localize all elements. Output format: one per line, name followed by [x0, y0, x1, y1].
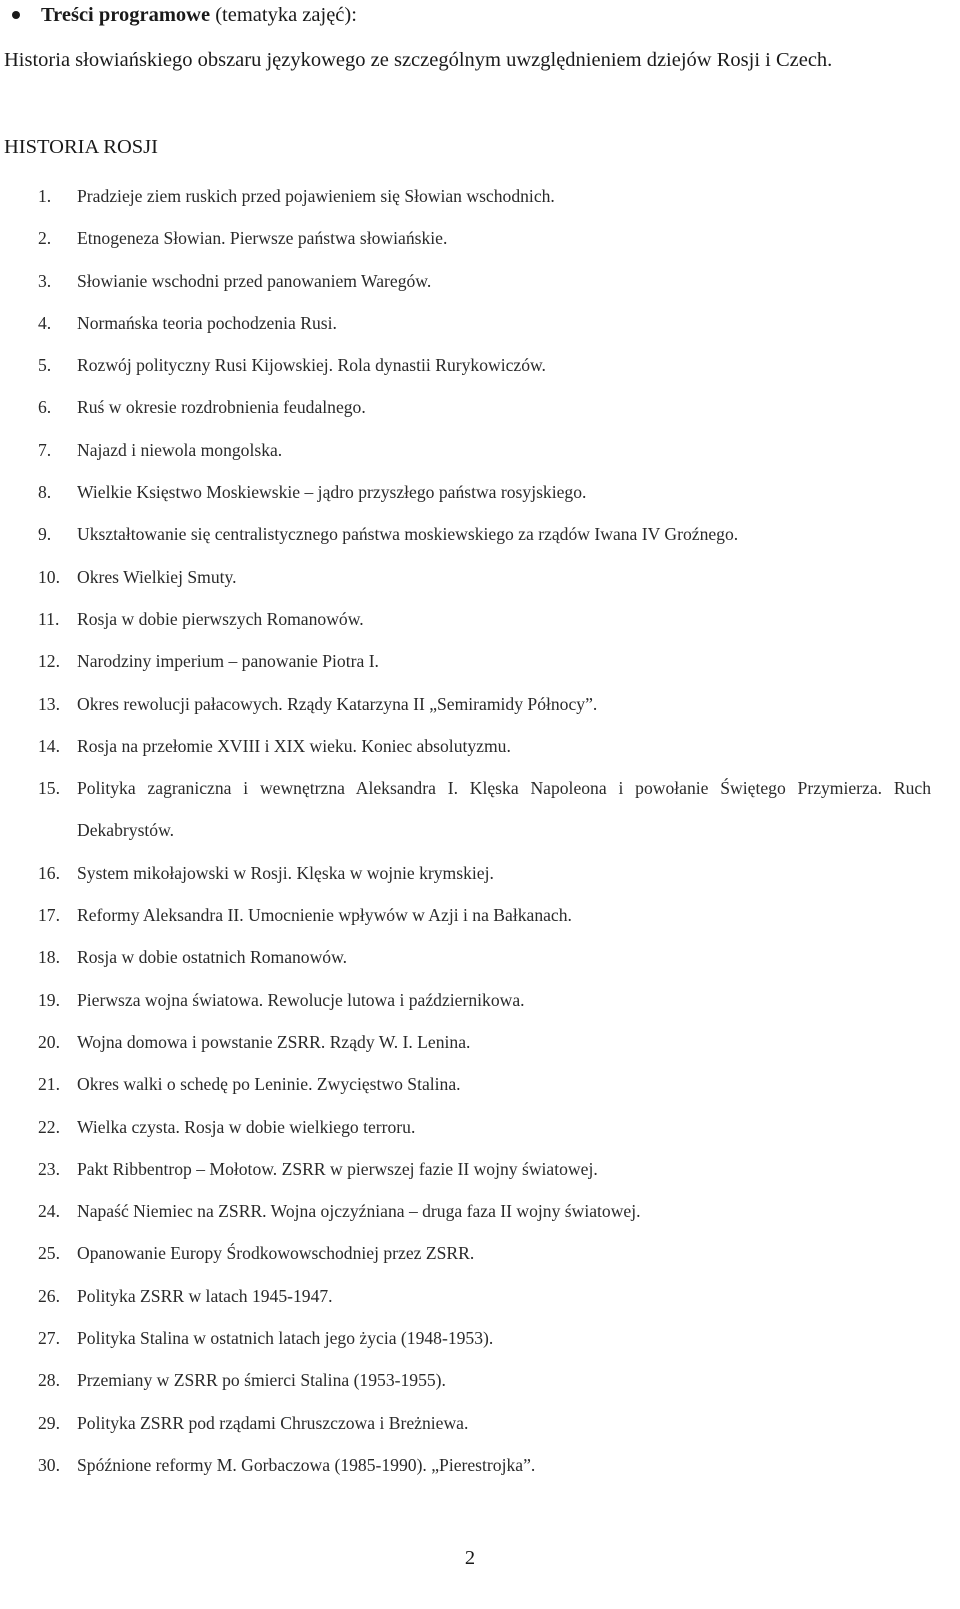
topic-item: [0, 852, 931, 894]
topic-number: 7.: [38, 439, 52, 460]
topic-text: Najazd i niewola mongolska.: [77, 439, 283, 460]
topic-number: 19.: [38, 989, 60, 1010]
topic-number: 27.: [38, 1328, 60, 1349]
topic-text: Okres Wielkiej Smuty.: [77, 566, 237, 587]
topic-item: [0, 302, 931, 344]
topic-item: [0, 1317, 931, 1359]
bullet-icon: [12, 11, 20, 19]
topic-number: 6.: [38, 397, 52, 418]
topic-number: 5.: [38, 355, 52, 376]
topic-number: 22.: [38, 1116, 60, 1137]
topic-item: [0, 1444, 931, 1486]
topic-text: Napaść Niemiec na ZSRR. Wojna ojczyźniana – druga faza II wojny światowej.: [77, 1201, 641, 1222]
topic-text: Polityka zagraniczna i wewnętrzna Aleksandra I. Klęska Napoleona i powołanie Świętego Przymierza. Ruch Dekabrystów.: [77, 778, 931, 841]
topic-text: Polityka ZSRR pod rządami Chruszczowa i Breżniewa.: [77, 1412, 469, 1433]
page-number: 2: [464, 1547, 476, 1569]
topic-text: Reformy Aleksandra II. Umocnienie wpływów w Azji i na Bałkanach.: [77, 905, 572, 926]
topic-text: Okres rewolucji pałacowych. Rządy Katarzyna II „Semiramidy Północy”.: [77, 693, 598, 714]
topic-text: Słowianie wschodni przed panowaniem Waregów.: [77, 270, 432, 291]
topic-text: Pierwsza wojna światowa. Rewolucje lutowa i październikowa.: [77, 989, 525, 1010]
topic-item: [0, 894, 931, 936]
topic-number: 30.: [38, 1454, 60, 1475]
heading-text: [41, 0, 357, 30]
topic-item: [0, 683, 931, 725]
topic-item: [0, 556, 931, 598]
topic-item: [0, 598, 931, 640]
topic-number: 9.: [38, 524, 52, 545]
topic-text: Rosja na przełomie XVIII i XIX wieku. Koniec absolutyzmu.: [77, 735, 511, 756]
topic-number: 8.: [38, 482, 52, 503]
topic-item: [0, 471, 931, 513]
topic-item: [0, 513, 931, 555]
topic-item: [0, 1359, 931, 1401]
topic-text: System mikołajowski w Rosji. Klęska w wojnie krymskiej.: [77, 862, 494, 883]
topic-text: Wielka czysta. Rosja w dobie wielkiego terroru.: [77, 1116, 416, 1137]
topic-text: Etnogeneza Słowian. Pierwsze państwa słowiańskie.: [77, 228, 448, 249]
topic-text: Ukształtowanie się centralistycznego państwa moskiewskiego za rządów Iwana IV Groźnego.: [77, 524, 739, 545]
topic-number: 2.: [38, 228, 52, 249]
topic-item: [0, 725, 931, 767]
topic-item: [0, 344, 931, 386]
topic-text: Rosja w dobie ostatnich Romanowów.: [77, 947, 348, 968]
topic-item: [0, 260, 931, 302]
topic-number: 25.: [38, 1243, 60, 1264]
topic-item: [0, 936, 931, 978]
topic-text: Przemiany w ZSRR po śmierci Stalina (1953-1955).: [77, 1370, 446, 1391]
topic-number: 16.: [38, 862, 60, 883]
topic-item: [0, 175, 931, 217]
topic-item: [0, 1106, 931, 1148]
topic-number: 4.: [38, 312, 52, 333]
topic-number: 17.: [38, 905, 60, 926]
topic-item: [0, 1190, 931, 1232]
topic-item: [0, 386, 931, 428]
topic-text: Pradzieje ziem ruskich przed pojawieniem się Słowian wschodnich.: [77, 186, 555, 206]
heading-bold: Treści programowe: [41, 4, 211, 26]
topic-text: Polityka ZSRR w latach 1945-1947.: [77, 1285, 333, 1306]
topic-text: Narodziny imperium – panowanie Piotra I.: [77, 651, 379, 672]
topic-number: 20.: [38, 1031, 60, 1052]
topic-number: 24.: [38, 1201, 60, 1222]
topic-item: [0, 767, 931, 852]
topic-item: [0, 979, 931, 1021]
section-title: HISTORIA ROSJI: [4, 136, 158, 158]
heading-rest: (tematyka zajęć):: [210, 4, 357, 26]
topic-text: Spóźnione reformy M. Gorbaczowa (1985-1990). „Pierestrojka”.: [77, 1454, 536, 1475]
topics-list: [0, 175, 960, 1486]
topic-number: 23.: [38, 1158, 60, 1179]
topic-item: [0, 1063, 931, 1105]
topic-item: [0, 1402, 931, 1444]
topic-number: 18.: [38, 947, 60, 968]
topic-number: 26.: [38, 1285, 60, 1306]
topic-number: 13.: [38, 693, 60, 714]
topic-item: [0, 429, 931, 471]
topic-number: 1.: [38, 186, 52, 206]
topic-item: [0, 1148, 931, 1190]
topic-text: Normańska teoria pochodzenia Rusi.: [77, 312, 337, 333]
topic-item: [0, 640, 931, 682]
topic-item: [0, 1275, 931, 1317]
topic-number: 14.: [38, 735, 60, 756]
topic-number: 21.: [38, 1074, 60, 1095]
topic-number: 10.: [38, 566, 60, 587]
topic-item: [0, 217, 931, 259]
topic-number: 12.: [38, 651, 60, 672]
topic-number: 29.: [38, 1412, 60, 1433]
topic-text: Polityka Stalina w ostatnich latach jego życia (1948-1953).: [77, 1328, 494, 1349]
topic-text: Ruś w okresie rozdrobnienia feudalnego.: [77, 397, 366, 418]
topic-text: Rosja w dobie pierwszych Romanowów.: [77, 608, 364, 629]
course-description: Historia słowiańskiego obszaru językowego ze szczególnym uwzględnieniem dziejów Rosji i Czech.: [4, 49, 833, 71]
topic-text: Wielkie Księstwo Moskiewskie – jądro przyszłego państwa rosyjskiego.: [77, 482, 587, 503]
topic-text: Wojna domowa i powstanie ZSRR. Rządy W. I. Lenina.: [77, 1031, 471, 1052]
topic-text: Opanowanie Europy Środkowowschodniej przez ZSRR.: [77, 1243, 475, 1264]
topic-text: Rozwój polityczny Rusi Kijowskiej. Rola dynastii Rurykowiczów.: [77, 355, 546, 376]
topic-item: [0, 1021, 931, 1063]
topic-text: Okres walki o schedę po Leninie. Zwycięstwo Stalina.: [77, 1074, 461, 1095]
topic-number: 15.: [38, 778, 60, 799]
topic-text: Pakt Ribbentrop – Mołotow. ZSRR w pierwszej fazie II wojny światowej.: [77, 1158, 598, 1179]
topic-number: 28.: [38, 1370, 60, 1391]
topic-number: 11.: [38, 608, 60, 629]
topic-number: 3.: [38, 270, 52, 291]
topic-item: [0, 1232, 931, 1274]
